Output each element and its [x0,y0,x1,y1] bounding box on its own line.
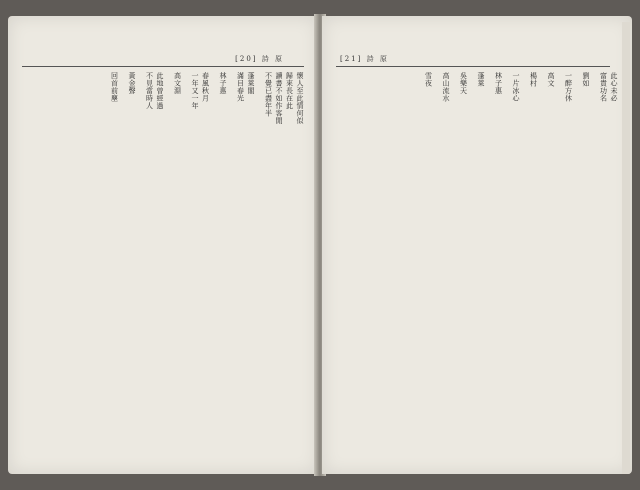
text-column [521,72,527,457]
text-column: 蓬萊 [477,72,485,87]
text-column [183,72,189,457]
text-column: 林子惠 [219,72,227,95]
page-edge-strip [622,22,630,474]
text-column: 一醉方休 [564,72,573,102]
text-column [574,72,580,457]
text-column [120,72,126,457]
right-page-header: [21] 詩 原 [340,55,389,63]
text-column: 春風秋月 [201,72,210,102]
text-column: 吳樂天 [459,72,468,95]
text-column [228,72,234,457]
text-column: 懷人至此情何似 [296,72,304,125]
text-column: 讀書不如作客閒 [275,72,283,125]
text-column: 黃金聲 [128,72,136,95]
text-column: 歸來長在此 [285,72,294,110]
text-column [256,72,262,457]
text-column [165,72,171,457]
left-page-header: [20] 詩 原 [235,55,284,63]
text-column: 回首前塵 [110,72,119,102]
text-column [469,72,475,457]
text-column: 此心未必 [610,72,618,102]
book-spread [8,10,632,480]
text-column: 高文 [547,72,555,87]
header-rule [336,66,610,67]
right-text-columns [336,72,618,457]
text-column [504,72,510,457]
text-column [137,72,143,457]
right-page [322,16,632,474]
text-column [434,72,440,457]
text-column: 滿目春光 [236,72,245,102]
text-column: 不見當時人 [145,72,154,110]
text-column: 林子惠 [494,72,503,95]
text-column: 一年又一年 [191,72,199,110]
left-text-columns [22,72,304,457]
text-column [486,72,492,457]
text-column: 不覺已盡年半 [264,72,273,117]
text-column [556,72,562,457]
text-column: 劉如 [582,72,590,87]
left-page [8,16,318,474]
text-column: 蓬萊閣 [247,72,255,95]
text-column [451,72,457,457]
text-column: 富貴功名 [599,72,608,102]
text-column: 高山流水 [442,72,450,102]
text-column: 高文淵 [173,72,182,95]
text-column: 此地曾經過 [156,72,164,110]
text-column: 一片冰心 [512,72,520,102]
header-rule [22,66,304,67]
text-column [591,72,597,457]
text-column [211,72,217,457]
text-column [539,72,545,457]
text-column: 雪夜 [424,72,433,87]
text-column: 楊村 [529,72,538,87]
